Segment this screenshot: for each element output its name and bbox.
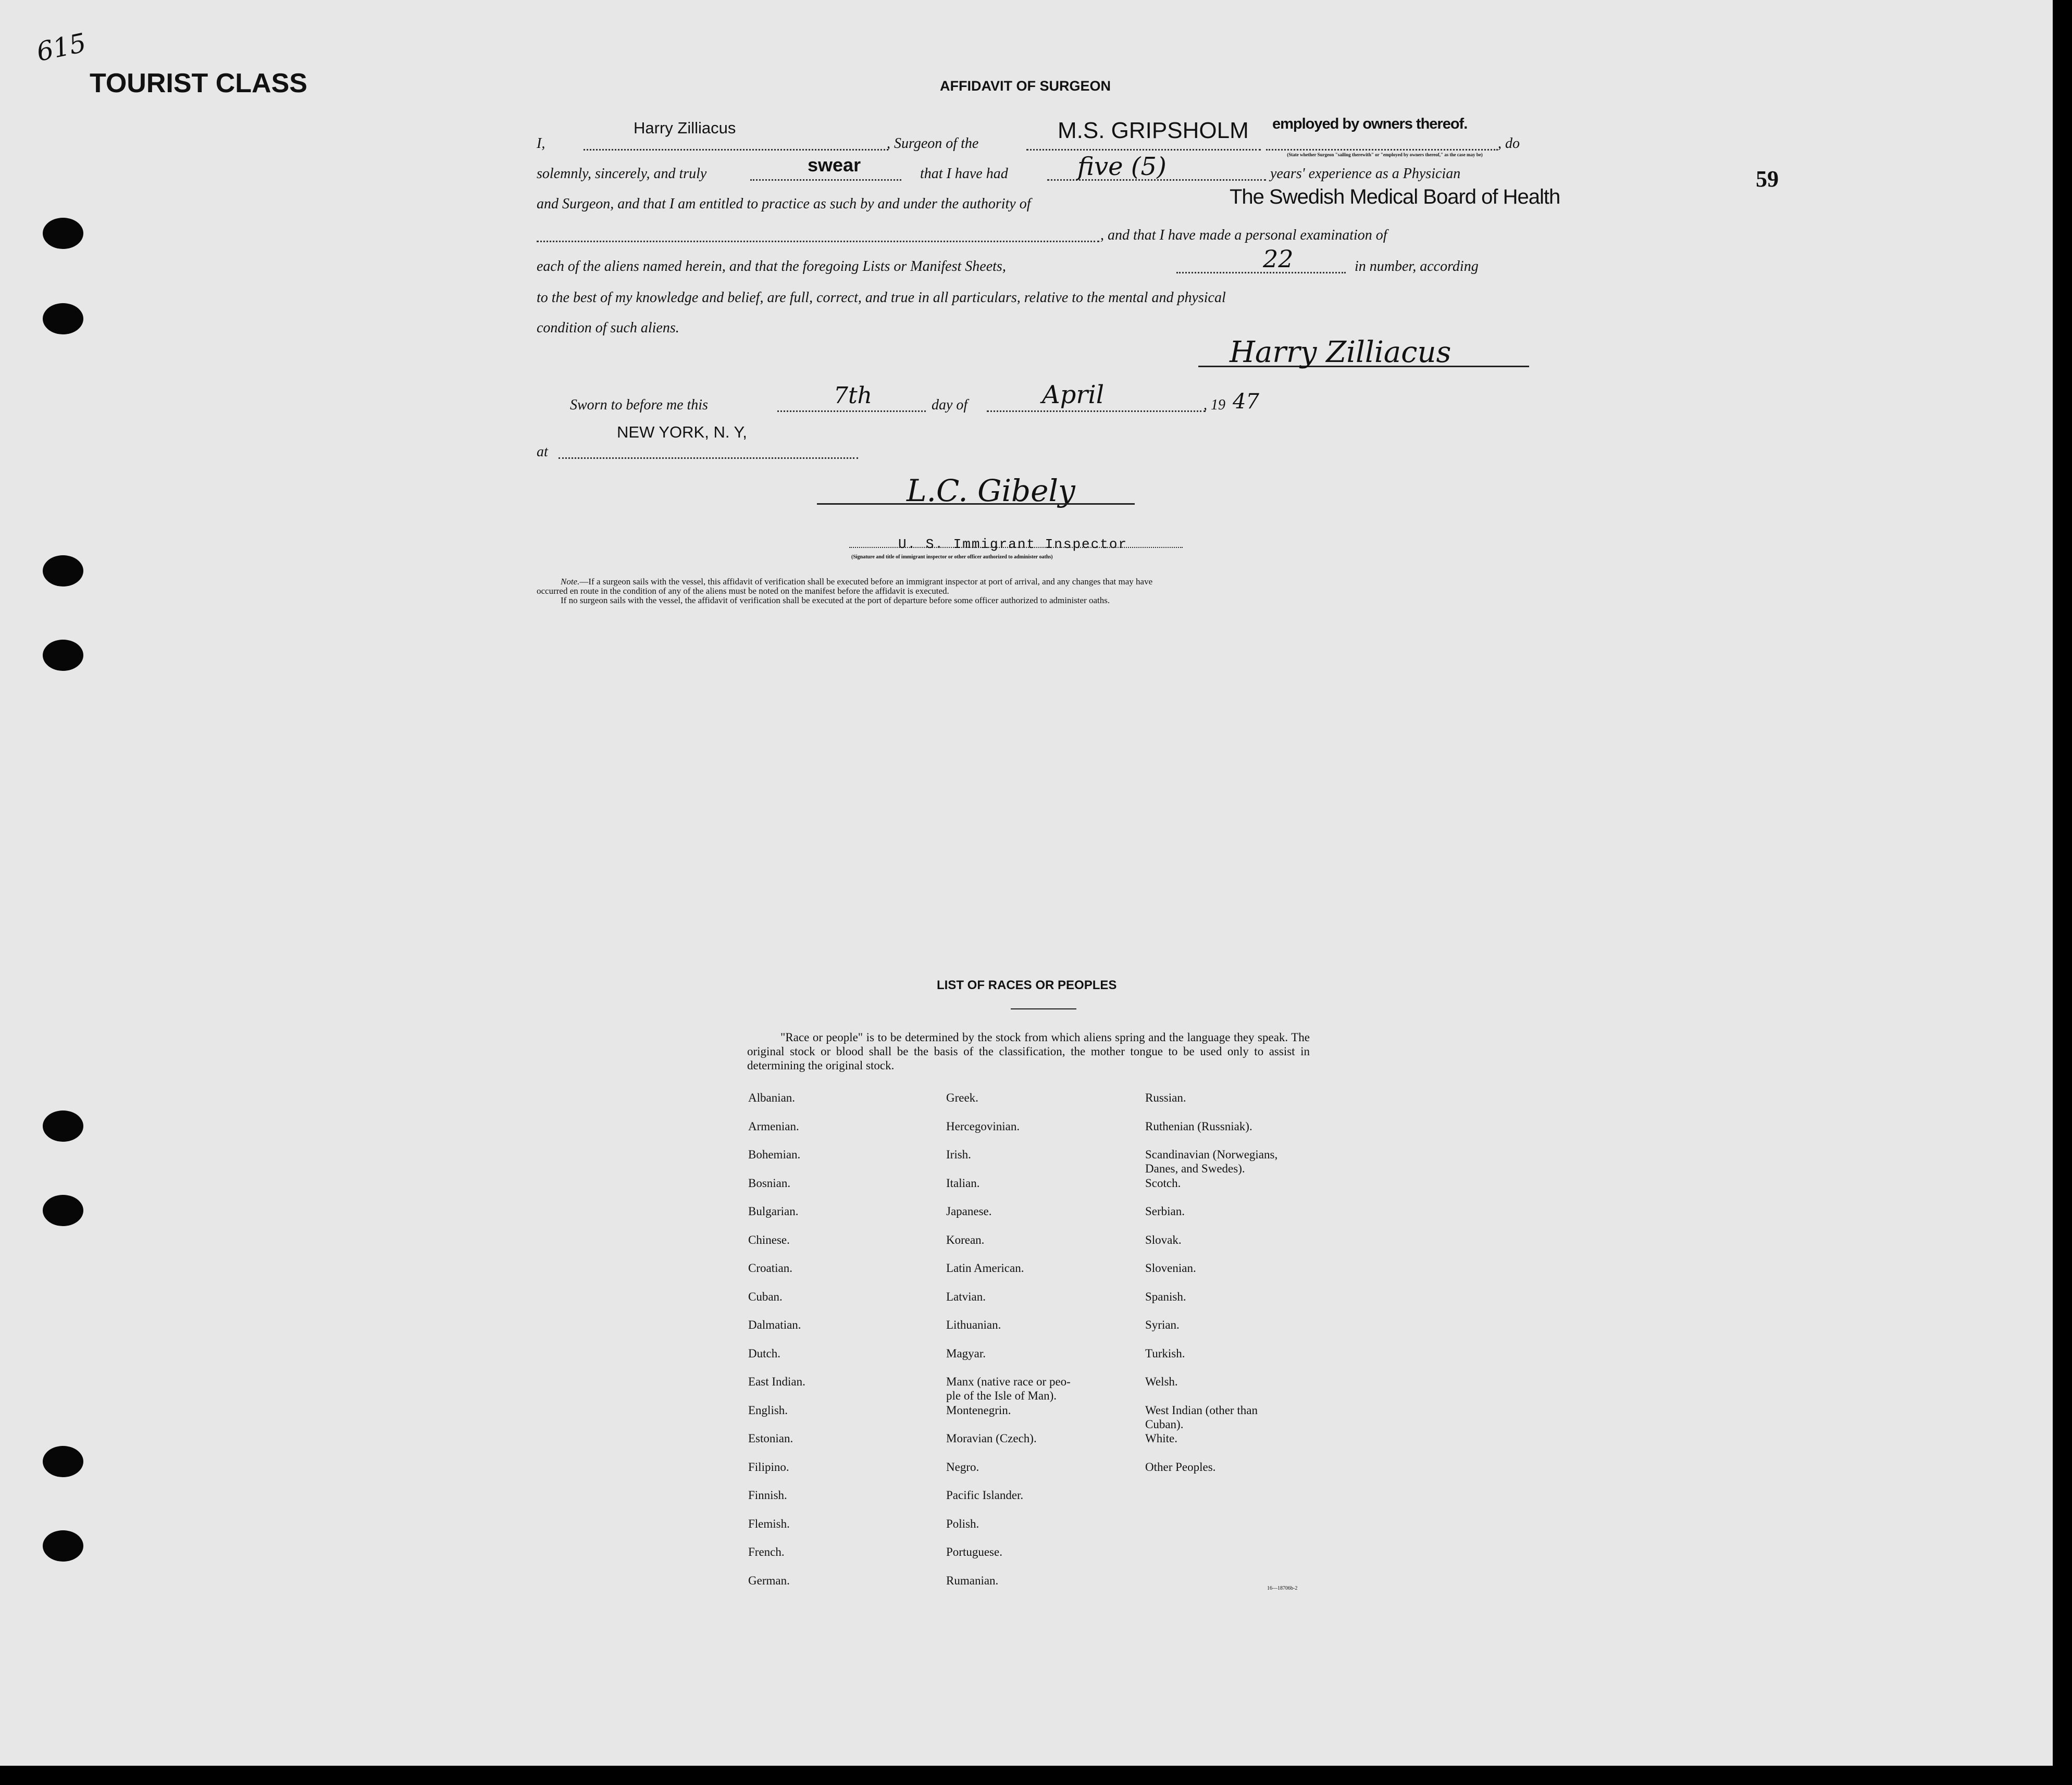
race-item: East Indian. <box>748 1375 805 1388</box>
race-item: Scotch. <box>1145 1176 1181 1190</box>
line1-suffix: , do <box>1498 135 1520 152</box>
sworn-day: 7th <box>834 382 873 409</box>
races-column-2 <box>946 1091 1071 1602</box>
sheet-count: 22 <box>1263 245 1294 273</box>
inspector-caption: (Signature and title of immigrant inspector or other officer authorized to administer oaths) <box>851 554 1053 560</box>
race-item: Italian. <box>946 1176 980 1190</box>
race-item: Other Peoples. <box>1145 1460 1216 1474</box>
punch-hole <box>43 640 83 671</box>
line2-suffix: years' experience as a Physician <box>1270 166 1461 182</box>
line1-mid: , Surgeon of the <box>887 135 979 152</box>
race-item: Japanese. <box>946 1205 992 1218</box>
race-item: Syrian. <box>1145 1318 1180 1331</box>
line2-mid: that I have had <box>920 166 1008 182</box>
race-item: Irish. <box>946 1148 971 1161</box>
year-prefix: , 19 <box>1204 397 1225 413</box>
race-item: Latvian. <box>946 1290 986 1303</box>
line4-suffix: , and that I have made a personal examination of <box>1100 227 1387 243</box>
years-handwritten: five (5) <box>1077 152 1167 181</box>
races-title: LIST OF RACES OR PEOPLES <box>937 978 1117 992</box>
race-item: Croatian. <box>748 1262 792 1275</box>
race-item: Rumanian. <box>946 1574 999 1587</box>
employed-status: employed by owners thereof. <box>1272 116 1468 132</box>
punch-hole <box>43 1195 83 1226</box>
race-item: Korean. <box>946 1233 985 1246</box>
races-intro: "Race or people" is to be determined by the stock from which aliens spring and the language they speak. The original stock or blood shall be the basis of the classification, the mother tongue to be used only to assist in determining the original stock. <box>747 1031 1310 1072</box>
races-column-3 <box>1145 1091 1277 1488</box>
race-item: Portuguese. <box>946 1545 1002 1558</box>
sworn-mid: day of <box>932 397 968 413</box>
note-line2: occurred en route in the condition of any of the aliens must be noted on the manifest before the affidavit is executed. <box>537 586 949 596</box>
race-item: Turkish. <box>1145 1346 1185 1360</box>
punch-hole <box>43 1110 83 1142</box>
race-item: Magyar. <box>946 1346 986 1360</box>
race-item: Bosnian. <box>748 1176 791 1190</box>
line6: to the best of my knowledge and belief, are full, correct, and true in all particulars, relative to the mental and physical <box>537 290 1226 306</box>
race-item: English. <box>748 1403 788 1417</box>
affidavit-title: AFFIDAVIT OF SURGEON <box>940 78 1111 94</box>
race-item: Montenegrin. <box>946 1403 1011 1417</box>
race-item: Spanish. <box>1145 1290 1186 1303</box>
race-item: French. <box>748 1545 785 1558</box>
race-item: Bulgarian. <box>748 1205 799 1218</box>
race-item: Dalmatian. <box>748 1318 801 1331</box>
race-item: White. <box>1145 1432 1177 1445</box>
authority: The Swedish Medical Board of Health <box>1230 185 1560 208</box>
race-item: Greek. <box>946 1091 978 1104</box>
race-item: Estonian. <box>748 1432 793 1445</box>
line1-prefix: I, <box>537 135 545 152</box>
race-item: Latin American. <box>946 1262 1024 1275</box>
line5-suffix: in number, according <box>1355 258 1479 274</box>
races-column-1 <box>748 1091 805 1602</box>
race-item: Moravian (Czech). <box>946 1432 1037 1445</box>
ship-name: M.S. GRIPSHOLM <box>1058 118 1249 143</box>
race-item: Hercegovinian. <box>946 1119 1020 1133</box>
race-item: Negro. <box>946 1460 979 1474</box>
surgeon-name: Harry Zilliacus <box>634 119 736 137</box>
race-item: Scandinavian (Norwegians, Danes, and Swedes). <box>1145 1148 1278 1175</box>
surgeon-signature: Harry Zilliacus <box>1230 335 1451 369</box>
race-item: Russian. <box>1145 1091 1186 1104</box>
form-code: 16—18706b-2 <box>1267 1586 1298 1591</box>
sworn-prefix: Sworn to before me this <box>570 397 708 413</box>
punch-hole <box>43 1530 83 1562</box>
race-item: Cuban. <box>748 1290 783 1303</box>
place-typed: NEW YORK, N. Y, <box>617 423 747 441</box>
race-item: German. <box>748 1574 790 1587</box>
race-item: Welsh. <box>1145 1375 1178 1388</box>
race-item: Bohemian. <box>748 1148 801 1161</box>
race-item: Filipino. <box>748 1460 789 1474</box>
race-item: Slovak. <box>1145 1233 1182 1246</box>
race-item: Chinese. <box>748 1233 790 1246</box>
note-block <box>537 577 1553 605</box>
race-item: Lithuanian. <box>946 1318 1001 1331</box>
oath-word: swear <box>808 154 861 176</box>
race-item: Ruthenian (Russniak). <box>1145 1119 1252 1133</box>
tourist-class-label: TOURIST CLASS <box>90 68 307 98</box>
corner-mark: 615 <box>34 27 89 68</box>
note-line3: If no surgeon sails with the vessel, the affidavit of verification shall be executed at the port of departure before some officer authorized to administer oaths. <box>561 595 1110 605</box>
race-item: Albanian. <box>748 1091 796 1104</box>
line7: condition of such aliens. <box>537 320 679 336</box>
race-item: Armenian. <box>748 1119 799 1133</box>
line5-prefix: each of the aliens named herein, and that the foregoing Lists or Manifest Sheets, <box>537 258 1006 274</box>
punch-hole <box>43 1446 83 1477</box>
race-item: Polish. <box>946 1517 979 1530</box>
race-item: Finnish. <box>748 1489 787 1502</box>
page-number: 59 <box>1756 166 1779 192</box>
line3-prefix: and Surgeon, and that I am entitled to practice as such by and under the authority of <box>537 196 1031 212</box>
sworn-month: April <box>1042 380 1105 409</box>
race-item: West Indian (other than Cuban). <box>1145 1403 1258 1431</box>
race-item: Pacific Islander. <box>946 1489 1024 1502</box>
race-item: Flemish. <box>748 1517 790 1530</box>
punch-hole <box>43 218 83 249</box>
year-suffix: 47 <box>1233 390 1259 414</box>
race-item: Dutch. <box>748 1346 780 1360</box>
race-item: Manx (native race or peo- ple of the Isle of Man). <box>946 1375 1071 1402</box>
employment-note: (State whether Surgeon "sailing therewith" or "employed by owners thereof," as the case may be) <box>1287 152 1483 157</box>
inspector-signature: L.C. Gibely <box>907 473 1075 508</box>
note-line1: —If a surgeon sails with the vessel, this affidavit of verification shall be executed before an immigrant inspector at port of arrival, and any changes that may have <box>579 577 1153 586</box>
race-item: Serbian. <box>1145 1205 1185 1218</box>
inspector-title: U. S. Immigrant Inspector <box>898 536 1128 552</box>
punch-hole <box>43 555 83 586</box>
punch-hole <box>43 303 83 334</box>
at-label: at <box>537 444 548 460</box>
race-item: Slovenian. <box>1145 1262 1196 1275</box>
note-label: Note. <box>561 577 580 586</box>
line2-prefix: solemnly, sincerely, and truly <box>537 166 707 182</box>
